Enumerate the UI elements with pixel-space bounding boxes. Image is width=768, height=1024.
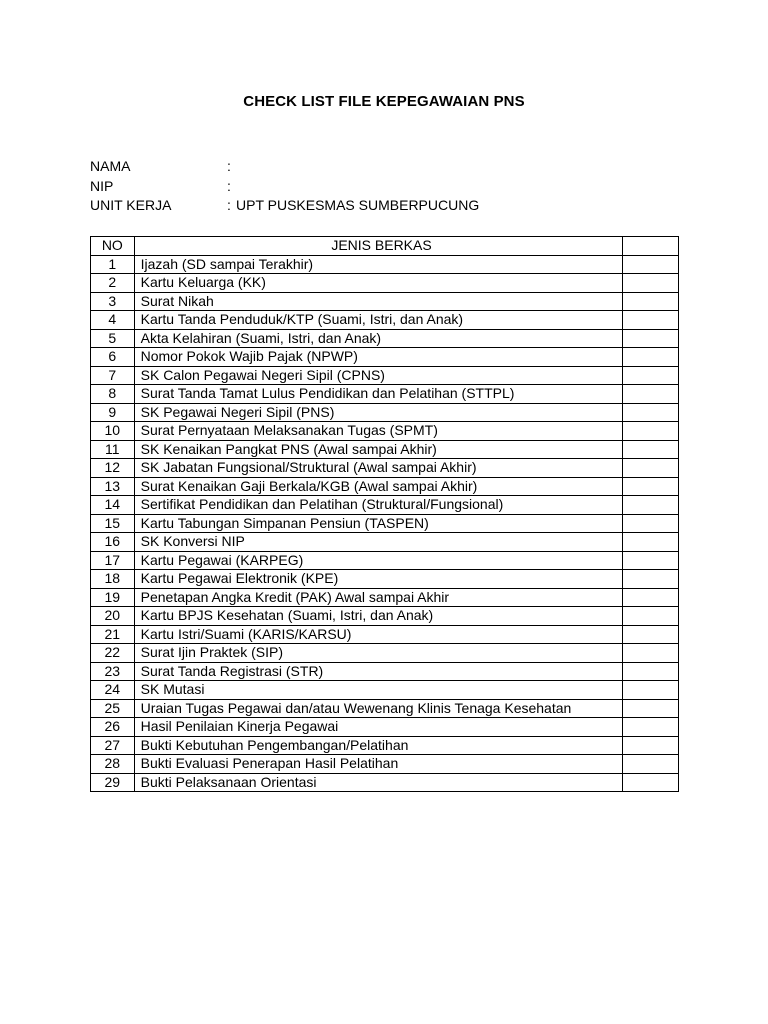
document-name: Kartu BPJS Kesehatan (Suami, Istri, dan Anak) [134, 607, 623, 626]
document-name: SK Mutasi [134, 681, 623, 700]
check-cell[interactable] [623, 736, 679, 755]
table-row [91, 662, 679, 681]
row-number: 28 [91, 755, 135, 774]
row-number: 19 [91, 588, 135, 607]
table-row [91, 533, 679, 552]
table-row [91, 385, 679, 404]
row-number: 16 [91, 533, 135, 552]
document-name: Surat Pernyataan Melaksanakan Tugas (SPMT) [134, 422, 623, 441]
table-row [91, 755, 679, 774]
table-row [91, 588, 679, 607]
check-cell[interactable] [623, 496, 679, 515]
row-number: 22 [91, 644, 135, 663]
check-cell[interactable] [623, 773, 679, 792]
document-name: Surat Nikah [134, 292, 623, 311]
row-number: 24 [91, 681, 135, 700]
info-label: NIP [90, 177, 114, 194]
table-row [91, 477, 679, 496]
row-number: 23 [91, 662, 135, 681]
table-row [91, 607, 679, 626]
row-number: 25 [91, 699, 135, 718]
table-header-row [91, 237, 679, 256]
check-cell[interactable] [623, 570, 679, 589]
check-cell[interactable] [623, 588, 679, 607]
row-number: 17 [91, 551, 135, 570]
document-name: Bukti Pelaksanaan Orientasi [134, 773, 623, 792]
document-name: SK Kenaikan Pangkat PNS (Awal sampai Akhir) [134, 440, 623, 459]
check-cell[interactable] [623, 292, 679, 311]
row-number: 29 [91, 773, 135, 792]
document-name: Kartu Tabungan Simpanan Pensiun (TASPEN) [134, 514, 623, 533]
row-number: 9 [91, 403, 135, 422]
table-row [91, 570, 679, 589]
info-separator: : [227, 177, 231, 194]
check-cell[interactable] [623, 625, 679, 644]
check-cell[interactable] [623, 403, 679, 422]
row-number: 8 [91, 385, 135, 404]
row-number: 11 [91, 440, 135, 459]
document-title: CHECK LIST FILE KEPEGAWAIAN PNS [243, 93, 525, 110]
info-label: UNIT KERJA [90, 197, 172, 213]
table-row [91, 329, 679, 348]
document-name: Kartu Keluarga (KK) [134, 274, 623, 293]
info-row-unit-kerja [90, 196, 479, 216]
table-row [91, 311, 679, 330]
document-name: Kartu Pegawai Elektronik (KPE) [134, 570, 623, 589]
row-number: 20 [91, 607, 135, 626]
check-cell[interactable] [623, 551, 679, 570]
row-number: 4 [91, 311, 135, 330]
info-row-nip [90, 177, 479, 197]
check-cell[interactable] [623, 459, 679, 478]
row-number: 10 [91, 422, 135, 441]
check-cell[interactable] [623, 718, 679, 737]
table-row [91, 292, 679, 311]
row-number: 27 [91, 736, 135, 755]
document-name: Surat Kenaikan Gaji Berkala/KGB (Awal sampai Akhir) [134, 477, 623, 496]
document-name: Surat Tanda Tamat Lulus Pendidikan dan Pelatihan (STTPL) [134, 385, 623, 404]
check-cell[interactable] [623, 385, 679, 404]
document-name: Surat Ijin Praktek (SIP) [134, 644, 623, 663]
check-cell[interactable] [623, 644, 679, 663]
row-number: 26 [91, 718, 135, 737]
check-cell[interactable] [623, 477, 679, 496]
check-cell[interactable] [623, 607, 679, 626]
check-cell[interactable] [623, 681, 679, 700]
check-cell[interactable] [623, 440, 679, 459]
header-jenis-berkas: JENIS BERKAS [134, 237, 623, 256]
document-name: SK Konversi NIP [134, 533, 623, 552]
document-name: Penetapan Angka Kredit (PAK) Awal sampai Akhir [134, 588, 623, 607]
check-cell[interactable] [623, 255, 679, 274]
document-name: Kartu Pegawai (KARPEG) [134, 551, 623, 570]
document-name: Hasil Penilaian Kinerja Pegawai [134, 718, 623, 737]
table-row [91, 514, 679, 533]
header-no: NO [91, 237, 135, 256]
row-number: 5 [91, 329, 135, 348]
info-label: NAMA [90, 158, 131, 174]
check-cell[interactable] [623, 699, 679, 718]
table-row [91, 422, 679, 441]
row-number: 7 [91, 366, 135, 385]
document-name: Kartu Istri/Suami (KARIS/KARSU) [134, 625, 623, 644]
row-number: 18 [91, 570, 135, 589]
row-number: 12 [91, 459, 135, 478]
row-number: 6 [91, 348, 135, 367]
header-check [623, 237, 679, 256]
employee-info [90, 157, 479, 216]
checklist-table [90, 236, 679, 792]
table-row [91, 699, 679, 718]
table-row [91, 736, 679, 755]
check-cell[interactable] [623, 311, 679, 330]
info-row-nama [90, 157, 479, 177]
row-number: 3 [91, 292, 135, 311]
document-name: Uraian Tugas Pegawai dan/atau Wewenang Klinis Tenaga Kesehatan [134, 699, 623, 718]
check-cell[interactable] [623, 514, 679, 533]
row-number: 15 [91, 514, 135, 533]
document-name: Sertifikat Pendidikan dan Pelatihan (Struktural/Fungsional) [134, 496, 623, 515]
row-number: 2 [91, 274, 135, 293]
info-separator: : [227, 197, 231, 213]
check-cell[interactable] [623, 533, 679, 552]
document-name: Kartu Tanda Penduduk/KTP (Suami, Istri, dan Anak) [134, 311, 623, 330]
table-row [91, 440, 679, 459]
table-row [91, 644, 679, 663]
row-number: 13 [91, 477, 135, 496]
row-number: 21 [91, 625, 135, 644]
table-row [91, 625, 679, 644]
table-row [91, 496, 679, 515]
check-cell[interactable] [623, 755, 679, 774]
document-name: SK Pegawai Negeri Sipil (PNS) [134, 403, 623, 422]
info-separator: : [227, 158, 231, 174]
table-row [91, 551, 679, 570]
table-row [91, 348, 679, 367]
document-name: Surat Tanda Registrasi (STR) [134, 662, 623, 681]
document-name: Ijazah (SD sampai Terakhir) [134, 255, 623, 274]
table-row [91, 274, 679, 293]
check-cell[interactable] [623, 274, 679, 293]
row-number: 14 [91, 496, 135, 515]
table-row [91, 773, 679, 792]
check-cell[interactable] [623, 348, 679, 367]
document-name: Bukti Kebutuhan Pengembangan/Pelatihan [134, 736, 623, 755]
table-row [91, 255, 679, 274]
table-row [91, 459, 679, 478]
table-row [91, 681, 679, 700]
table-body [91, 255, 679, 792]
check-cell[interactable] [623, 422, 679, 441]
info-value: UPT PUSKESMAS SUMBERPUCUNG [236, 197, 480, 213]
document-name: SK Calon Pegawai Negeri Sipil (CPNS) [134, 366, 623, 385]
document-name: Nomor Pokok Wajib Pajak (NPWP) [134, 348, 623, 367]
table-row [91, 718, 679, 737]
row-number: 1 [91, 255, 135, 274]
check-cell[interactable] [623, 662, 679, 681]
check-cell[interactable] [623, 366, 679, 385]
document-name: SK Jabatan Fungsional/Struktural (Awal sampai Akhir) [134, 459, 623, 478]
document-name: Akta Kelahiran (Suami, Istri, dan Anak) [134, 329, 623, 348]
check-cell[interactable] [623, 329, 679, 348]
table-row [91, 366, 679, 385]
table-row [91, 403, 679, 422]
document-name: Bukti Evaluasi Penerapan Hasil Pelatihan [134, 755, 623, 774]
